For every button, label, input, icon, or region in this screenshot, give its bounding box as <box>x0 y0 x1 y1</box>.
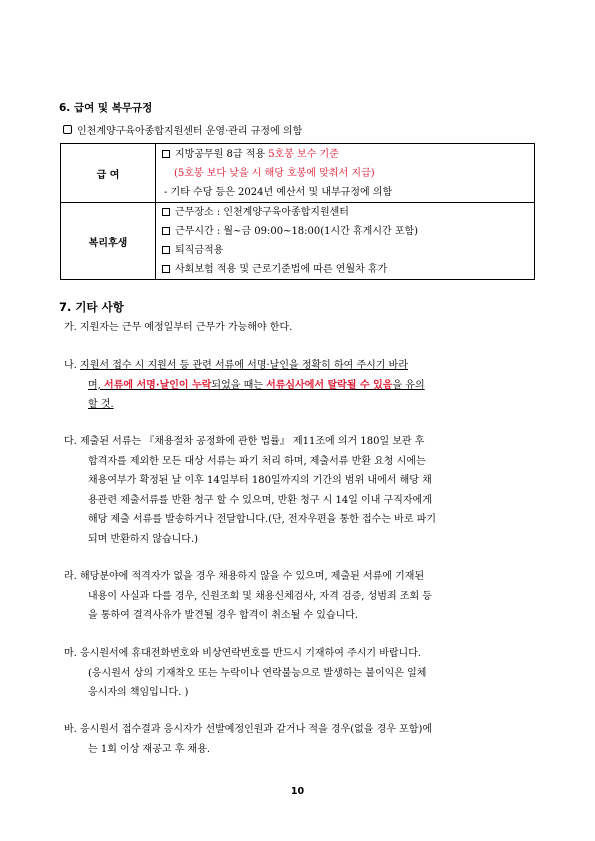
item-da-line: 해당 제출 서류를 발송하거나 전달합니다.(단, 전자우편을 통한 접수는 바로 파기 <box>88 514 436 525</box>
welfare-item <box>162 222 528 241</box>
pay-step-highlight: 5호봉 보수 기준 <box>268 148 339 160</box>
pay-line-3: - 기타 수당 등은 2024년 예산서 및 내부규정에 의함 <box>164 186 393 198</box>
item-ra-line: 라. 해당분야에 적격자가 없을 경우 채용하지 않을 수 있으며, 제출된 서류에 기재된 <box>64 571 425 582</box>
item-na-line-1 <box>64 356 542 376</box>
checkbox-icon <box>162 246 170 254</box>
item-ra <box>64 567 542 626</box>
item-na-text-2c: 되었을 때는 <box>211 379 267 391</box>
item-na-line-2 <box>64 376 542 396</box>
item-da-line: 합격자를 제외한 모든 대상 서류는 파기 처리 하며, 제출서류 반환 요청 시에는 <box>88 455 426 467</box>
item-ma-line: 응시자의 책임입니다. ) <box>88 687 189 698</box>
item-na <box>64 356 542 415</box>
checkbox-icon <box>162 227 170 235</box>
welfare-item-text: 사회보험 적용 및 근로기준법에 따른 연월차 휴가 <box>175 264 388 275</box>
item-da-line: 채용여부가 확정된 날 이후 14일부터 180일까지의 기간의 범위 내에서 해당 채 <box>88 475 432 486</box>
welfare-item <box>162 203 528 222</box>
item-da-line: 다. 제출된 서류는 『채용절차 공정화에 관한 법률』 제11조에 의거 180일 보관 후 <box>64 436 425 447</box>
page-number: 10 <box>290 786 305 797</box>
item-na-text-1: 지원서 접수 시 지원서 등 관련 서류에 서명·날인을 정확히 하여 주시기 바라 <box>80 360 408 371</box>
item-na-marker: 나. <box>64 360 77 371</box>
section-6-title: 6. 급여 및 복무규정 <box>59 102 153 114</box>
item-ma-line: (응시원서 상의 기재착오 또는 누락이나 연락불능으로 발생하는 불이익은 일체 <box>88 667 427 679</box>
disqualification-warning: 서류심사에서 탈락될 수 있음 <box>266 379 393 391</box>
item-ba <box>64 720 542 759</box>
missing-signature-warning: 서류에 서명·날인이 누락 <box>104 379 212 391</box>
item-ra-line: 을 통하여 결격사유가 발견될 경우 합격이 취소될 수 있습니다. <box>88 610 359 621</box>
welfare-content <box>156 203 535 280</box>
checkbox-icon <box>162 150 170 158</box>
item-ba-line: 바. 응시원서 접수결과 응시자가 선발예정인원과 같거나 적을 경우(없을 경우 포함)에 <box>64 724 433 735</box>
welfare-item-text: 근무장소 : 인천계양구육아종합지원센터 <box>175 207 349 218</box>
pay-line-1 <box>162 145 528 164</box>
welfare-item <box>162 241 528 260</box>
item-na-line-3: 할 것. <box>88 399 114 410</box>
item-na-text-2e: 을 유의 <box>392 379 425 391</box>
pay-content <box>156 144 535 203</box>
item-ma <box>64 644 542 703</box>
section-6-basis <box>63 122 302 137</box>
checkbox-icon <box>162 265 170 273</box>
item-da-line: 되며 반환하지 않습니다.) <box>88 533 199 545</box>
pay-grade-text: 지방공무원 8급 적용 <box>175 148 269 160</box>
item-ga <box>64 318 542 338</box>
item-da-line: 용관련 제출서류를 반환 청구 할 수 있으며, 반환 청구 시 14일 이내 구직자에게 <box>88 494 432 506</box>
welfare-item <box>162 260 528 279</box>
checkbox-icon <box>162 208 170 216</box>
pay-label: 급 여 <box>61 144 156 203</box>
section-7-title: 7. 기타 사항 <box>59 300 124 314</box>
item-ma-line: 마. 응시원서에 휴대전화번호와 비상연락번호를 반드시 기재하여 주시기 바랍니다. <box>64 648 422 659</box>
welfare-label: 복리후생 <box>61 203 156 280</box>
item-na-text-2a: 며, <box>88 379 105 391</box>
item-ra-line: 내용이 사실과 다를 경우, 신원조회 및 채용신체검사, 자격 검증, 성범죄 조회 등 <box>88 590 432 602</box>
item-ga-text: 가. 지원자는 근무 예정일부터 근무가 가능해야 한다. <box>64 322 293 333</box>
pay-row <box>61 144 535 203</box>
item-da <box>64 432 542 549</box>
welfare-row <box>61 203 535 280</box>
welfare-item-text: 근무시간 : 월~금 09:00~18:00(1시간 휴게시간 포함) <box>175 226 419 237</box>
item-ba-line: 는 1회 이상 재공고 후 채용. <box>88 743 211 755</box>
welfare-item-text: 퇴직금적용 <box>175 245 224 256</box>
checkbox-icon <box>63 125 72 134</box>
pay-line-2: (5호봉 보다 낮을 시 해당 호봉에 맞춰서 지급) <box>174 167 375 179</box>
basis-text: 인천계양구육아종합지원센터 운영·관리 규정에 의함 <box>77 126 303 137</box>
benefits-table <box>60 143 535 280</box>
